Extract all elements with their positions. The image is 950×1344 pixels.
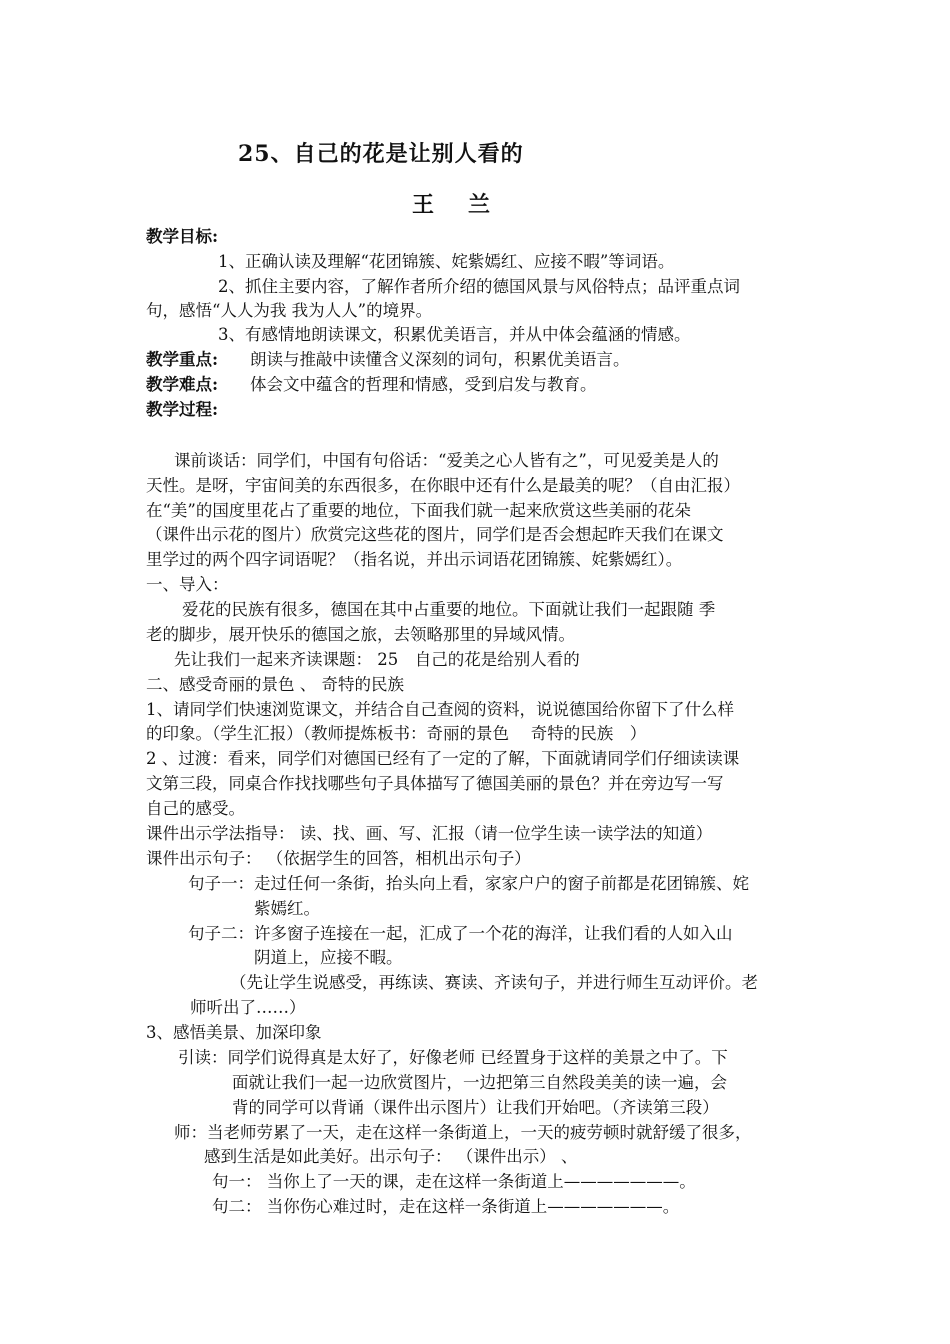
intro-line-1: 课前谈话：同学们，中国有句俗话：“爱美之心人皆有之”，可见爱美是人的	[174, 451, 719, 470]
sentence-1-line-1: 句子一：走过任何一条街，抬头向上看，家家户户的窗子前都是花团锦簇、姹	[188, 874, 749, 893]
goal-3: 3、有感情地朗读课文，积累优美语言，并从中体会蕴涵的情感。	[218, 325, 691, 344]
section-2-heading: 二、感受奇丽的景色 、 奇特的民族	[146, 675, 404, 694]
show-sentences: 课件出示句子： （依据学生的回答，相机出示句子）	[146, 849, 531, 868]
goal-2-line-2: 句，感悟“人人为我 我为人人”的境界。	[146, 301, 433, 320]
sentence-2-line-2: 阴道上，应接不暇。	[254, 948, 403, 967]
goals-heading: 教学目标:	[146, 227, 219, 246]
lesson-title: 25、自己的花是让别人看的	[238, 141, 524, 167]
goal-2-line-1: 2、抓住主要内容，了解作者所介绍的德国风景与风俗特点；品评重点词	[218, 277, 740, 296]
author-name: 王 兰	[412, 192, 497, 218]
difficulty-label: 教学难点:	[146, 375, 219, 394]
section-1-line-2: 老的脚步，展开快乐的德国之旅，去领略那里的异域风情。	[146, 625, 575, 644]
sentence-2-line-1: 句子二：许多窗子连接在一起，汇成了一个花的海洋，让我们看的人如入山	[188, 924, 733, 943]
difficulty-text: 体会文中蕴含的哲理和情感，受到启发与教育。	[250, 375, 597, 394]
teacher-line-1: 师：当老师劳累了一天，走在这样一条街道上，一天的疲劳顿时就舒缓了很多，	[174, 1123, 752, 1142]
section-1-line-1: 爱花的民族有很多，德国在其中占重要的地位。下面就让我们一起跟随 季	[182, 600, 716, 619]
para-1-line-2: 的印象。（学生汇报）（教师提炼板书：奇丽的景色 奇特的民族 ）	[146, 724, 647, 743]
teacher-line-2: 感到生活是如此美好。出示句子： （课件出示） 、	[204, 1147, 578, 1166]
sentence-b: 句二： 当你伤心难过时，走在这样一条街道上———————。	[212, 1197, 680, 1216]
process-heading: 教学过程:	[146, 400, 219, 419]
guided-reading-line-1: 引读：同学们说得真是太好了，好像老师 已经置身于这样的美景之中了。下	[178, 1048, 728, 1067]
intro-line-4: （课件出示花的图片）欣赏完这些花的图片，同学们是否会想起昨天我们在课文	[146, 525, 724, 544]
para-2-line-3: 自己的感受。	[146, 799, 245, 818]
sentence-a: 句一： 当你上了一天的课，走在这样一条街道上———————。	[212, 1172, 696, 1191]
guided-reading-line-2: 面就让我们一起一边欣赏图片，一边把第三自然段美美的读一遍，会	[232, 1073, 727, 1092]
goal-1: 1、正确认读及理解“花团锦簇、姹紫嫣红、应接不暇”等词语。	[218, 252, 675, 271]
para-1-line-1: 1、请同学们快速浏览课文，并结合自己查阅的资料，说说德国给你留下了什么样	[146, 700, 734, 719]
method-guide: 课件出示学法指导： 读、找、画、写、汇报（请一位学生读一读学法的知道）	[146, 824, 713, 843]
sentence-1-line-2: 紫嫣红。	[254, 899, 320, 918]
guided-reading-line-3: 背的同学可以背诵（课件出示图片）让我们开始吧。（齐读第三段）	[232, 1098, 719, 1117]
intro-line-5: 里学过的两个四字词语呢？（指名说，并出示词语花团锦簇、姹紫嫣红）。	[146, 550, 683, 569]
para-2-line-1: 2 、过渡：看来，同学们对德国已经有了一定的了解，下面就请同学们仔细读读课	[146, 749, 740, 768]
key-points-label: 教学重点:	[146, 350, 219, 369]
note-line-1: （先让学生说感受，再练读、赛读、齐读句子，并进行师生互动评价。老	[230, 973, 758, 992]
intro-line-2: 天性。是呀，宇宙间美的东西很多，在你眼中还有什么是最美的呢？（自由汇报）	[146, 476, 740, 495]
note-line-2: 师听出了……）	[190, 998, 306, 1017]
section-1-heading: 一、导入：	[146, 575, 229, 594]
section-1-line-3: 先让我们一起来齐读课题： 25 自己的花是给别人看的	[174, 650, 580, 669]
intro-line-3: 在“美”的国度里花占了重要的地位，下面我们就一起来欣赏这些美丽的花朵	[146, 501, 691, 520]
section-3-heading: 3、感悟美景、加深印象	[146, 1023, 322, 1042]
para-2-line-2: 文第三段，同桌合作找找哪些句子具体描写了德国美丽的景色？并在旁边写一写	[146, 774, 724, 793]
key-points-text: 朗读与推敲中读懂含义深刻的词句，积累优美语言。	[250, 350, 630, 369]
